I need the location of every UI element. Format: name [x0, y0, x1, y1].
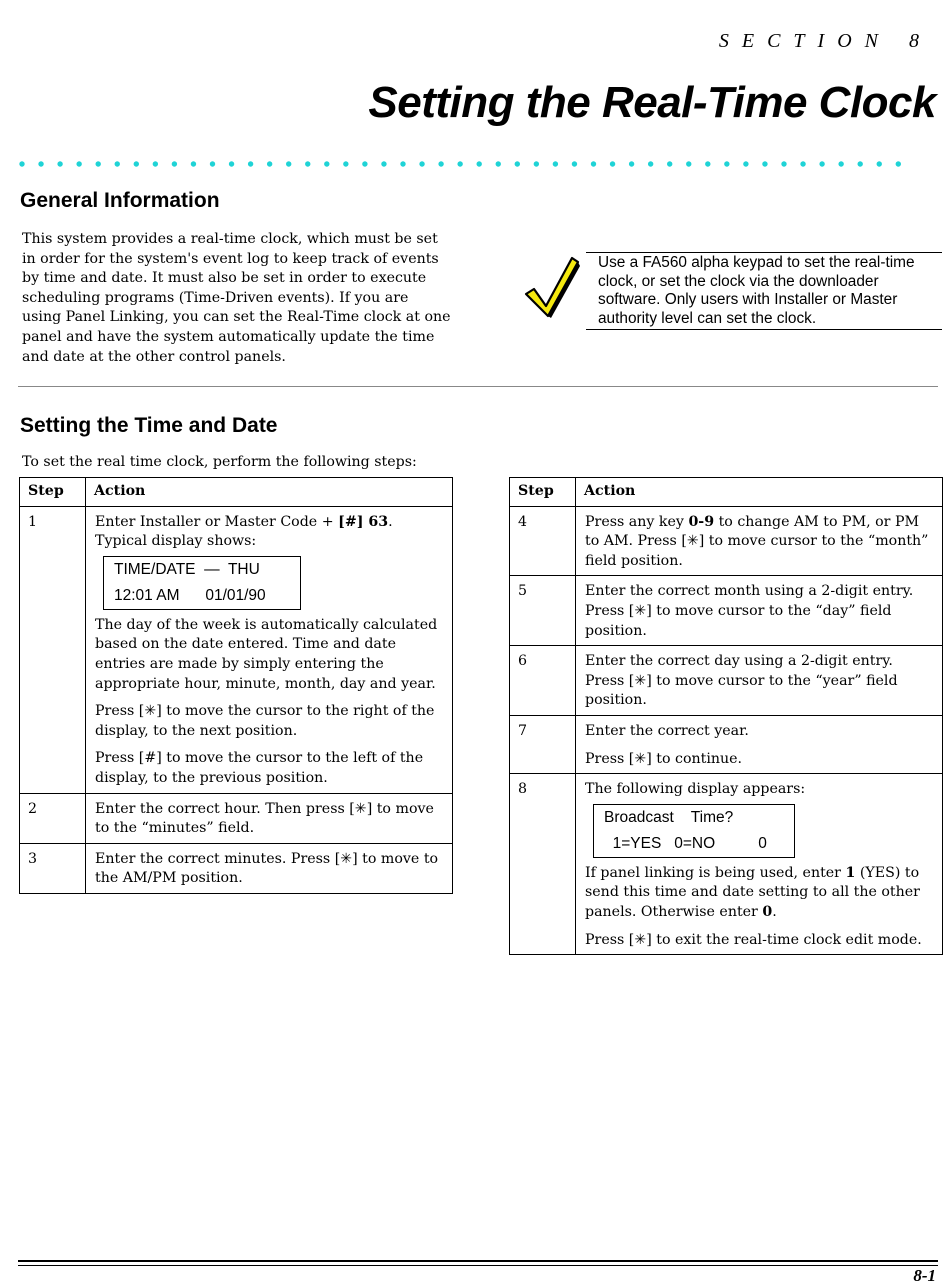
step-8-paragraph: Press [✳] to exit the real-time clock edit mode. [585, 931, 922, 948]
page-number: 8-1 [913, 1266, 936, 1285]
rule-dot [591, 161, 596, 166]
display-row-2: 1=YES 0=NO 0 [604, 834, 767, 852]
step-4-text: Press any key [585, 513, 689, 530]
table-header-row [510, 478, 943, 507]
rule-dot [210, 161, 215, 166]
setting-time-date-heading: Setting the Time and Date [20, 414, 278, 437]
steps-intro: To set the real time clock, perform the following steps: [22, 454, 417, 470]
rule-dot [705, 161, 710, 166]
step-action: Enter the correct hour. Then press [✳] to move to the “minutes” field. [86, 793, 453, 843]
general-information-body: This system provides a real-time clock, which must be set in order for the system's event log to keep track of events by time and date. It must also be set in order to execute scheduling programs (Time-Driven events). If you are using Panel Linking, you can set the Real-Time clock at one panel and have the system automatically update the time and date at the other control panels. [22, 231, 451, 365]
rule-dot [877, 161, 882, 166]
step-number: 3 [20, 843, 86, 893]
footer-rule [18, 1260, 938, 1262]
rule-dot [515, 161, 520, 166]
page-title: Setting the Real-Time Clock [368, 78, 936, 127]
step-1-paragraph: The day of the week is automatically calculated based on the date entered. Time and date entries are made by simply entering the appropriate hour, minute, month, day and year. [95, 616, 438, 692]
rule-dot [400, 161, 405, 166]
steps-table-right [509, 477, 943, 955]
table-row [20, 506, 453, 793]
step-1-key: [#] 63 [338, 513, 389, 530]
section-label: SECTION 8 [718, 30, 932, 52]
step-action [576, 774, 943, 955]
checkmark-icon [520, 254, 582, 320]
rule-dot [800, 161, 805, 166]
step-1-paragraph: Press [#] to move the cursor to the left of the display, to the previous position. [95, 750, 424, 786]
dotted-rule [18, 160, 908, 168]
step-action [576, 715, 943, 773]
step-1-paragraph: Press [✳] to move the cursor to the right of the display, to the next position. [95, 703, 435, 739]
rule-dot [115, 161, 120, 166]
step-8-text: (YES) to send this time and date setting to all the other panels. Otherwise enter [585, 864, 920, 920]
table-row [510, 646, 943, 716]
step-action: Enter the correct minutes. Press [✳] to move to the AM/PM position. [86, 843, 453, 893]
rule-dot [324, 161, 329, 166]
rule-dot [362, 161, 367, 166]
table-row [510, 576, 943, 646]
rule-dot [819, 161, 824, 166]
step-4-text-end: to change AM to PM, or PM to AM. Press [✳] to move cursor to the “month” field position. [585, 513, 929, 569]
rule-dot [381, 161, 386, 166]
step-number: 6 [510, 646, 576, 716]
keypad-display [593, 804, 795, 858]
display-row-1: TIME/DATE — THU [114, 560, 260, 578]
rule-dot [858, 161, 863, 166]
action-column-header: Action [86, 478, 453, 507]
rule-dot [762, 161, 767, 166]
checkmark-icon-shape [526, 258, 578, 316]
rule-dot [553, 161, 558, 166]
rule-dot [896, 161, 901, 166]
rule-dot [229, 161, 234, 166]
rule-dot [648, 161, 653, 166]
step-8-paragraph: The following display appears: [585, 781, 806, 798]
step-1-display-caption: Typical display shows: [95, 533, 257, 550]
step-column-header: Step [20, 478, 86, 507]
rule-dot [629, 161, 634, 166]
rule-dot [248, 161, 253, 166]
table-row [510, 774, 943, 955]
rule-dot [457, 161, 462, 166]
table-row [510, 506, 943, 576]
rule-dot [667, 161, 672, 166]
footer-rule [18, 1265, 938, 1266]
rule-dot [724, 161, 729, 166]
step-8-key: 0 [762, 903, 773, 920]
rule-dot [610, 161, 615, 166]
rule-dot [781, 161, 786, 166]
rule-dot [57, 161, 62, 166]
section-divider [18, 386, 938, 387]
rule-dot [838, 161, 843, 166]
step-8-key: 1 [845, 864, 856, 881]
step-4-key: 0-9 [688, 513, 715, 530]
rule-dot [343, 161, 348, 166]
table-header-row [20, 478, 453, 507]
step-number: 8 [510, 774, 576, 955]
rule-dot [153, 161, 158, 166]
rule-dot [267, 161, 272, 166]
table-row [20, 793, 453, 843]
keypad-display [103, 556, 301, 610]
display-row-1: Broadcast Time? [604, 808, 734, 826]
rule-dot [419, 161, 424, 166]
step-number: 2 [20, 793, 86, 843]
rule-dot [534, 161, 539, 166]
step-number: 7 [510, 715, 576, 773]
step-8-paragraph [585, 864, 934, 923]
step-8-text-end: . [772, 903, 777, 920]
step-number: 1 [20, 506, 86, 793]
rule-dot [96, 161, 101, 166]
rule-dot [743, 161, 748, 166]
step-7-paragraph: Press [✳] to continue. [585, 750, 743, 767]
note-box: Use a FA560 alpha keypad to set the real-time clock, or set the clock via the downloader software. Only users with Installer or Master authority level can set the clock. [586, 252, 942, 330]
rule-dot [191, 161, 196, 166]
rule-dot [38, 161, 43, 166]
step-1-text-end: . [388, 513, 393, 530]
step-action [576, 506, 943, 576]
step-7-paragraph: Enter the correct year. [585, 722, 749, 739]
step-1-instruction [95, 513, 444, 552]
rule-dot [477, 161, 482, 166]
step-1-text: Enter Installer or Master Code + [95, 513, 339, 530]
rule-dot [305, 161, 310, 166]
rule-dot [19, 161, 24, 166]
step-8-text: If panel linking is being used, enter [585, 864, 846, 881]
step-column-header: Step [510, 478, 576, 507]
action-column-header: Action [576, 478, 943, 507]
display-row-2: 12:01 AM 01/01/90 [114, 586, 266, 604]
rule-dot [76, 161, 81, 166]
general-information-heading: General Information [20, 189, 220, 212]
step-action [86, 506, 453, 793]
rule-dot [686, 161, 691, 166]
rule-dot [286, 161, 291, 166]
rule-dot [496, 161, 501, 166]
rule-dot [572, 161, 577, 166]
rule-dot [172, 161, 177, 166]
step-action: Enter the correct day using a 2-digit entry. Press [✳] to move cursor to the “year” field position. [576, 646, 943, 716]
rule-dot [134, 161, 139, 166]
rule-dot [438, 161, 443, 166]
step-action: Enter the correct month using a 2-digit entry. Press [✳] to move cursor to the “day” field position. [576, 576, 943, 646]
table-row [20, 843, 453, 893]
table-row [510, 715, 943, 773]
step-number: 5 [510, 576, 576, 646]
step-number: 4 [510, 506, 576, 576]
steps-table-left [19, 477, 453, 894]
